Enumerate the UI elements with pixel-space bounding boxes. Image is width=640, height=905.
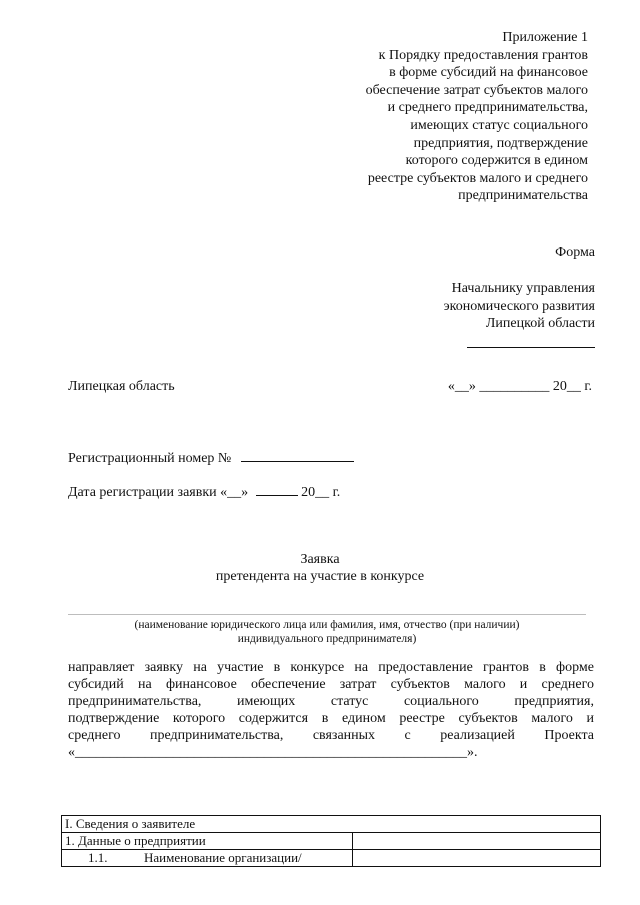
- body-word: в: [273, 660, 281, 675]
- body-word: среднего: [68, 728, 121, 743]
- body-word: субсидий: [68, 677, 124, 692]
- appendix-line: предпринимательства: [458, 188, 588, 204]
- body-word: заявку: [144, 660, 184, 675]
- registration-number-blank[interactable]: [241, 449, 354, 462]
- registration-date-row: [68, 483, 340, 501]
- body-word: Проекта: [544, 728, 594, 743]
- body-word: форме: [556, 660, 594, 675]
- body-word: конкурсе: [290, 660, 345, 675]
- body-word: подтверждение: [68, 711, 160, 726]
- body-line: [68, 659, 594, 676]
- body-word: среднего: [541, 677, 594, 692]
- body-word: грантов: [483, 660, 530, 675]
- applicant-name-blank[interactable]: [68, 614, 586, 615]
- title-subline: претендента на участие в конкурсе: [215, 569, 425, 584]
- body-word: на: [193, 660, 207, 675]
- field-label: Наименование организации/: [144, 850, 302, 865]
- appendix-line: и среднего предпринимательства,: [387, 100, 588, 116]
- value-cell[interactable]: [353, 833, 601, 850]
- body-word: статус: [330, 694, 369, 709]
- appendix-line: имеющих статус социального: [410, 117, 588, 133]
- body-word: и: [586, 711, 594, 726]
- appendix-line: предприятия, подтверждение: [413, 135, 588, 151]
- body-word: которого: [172, 711, 226, 726]
- body-line: [68, 693, 594, 710]
- body-word: связанных: [312, 728, 376, 743]
- title-line: Заявка: [300, 552, 340, 567]
- application-body: [68, 659, 594, 761]
- value-cell[interactable]: [353, 850, 601, 867]
- appendix-line: которого содержится в едином: [405, 153, 588, 169]
- field-number: 1.1.: [88, 850, 108, 865]
- body-word: реализацией: [440, 728, 515, 743]
- document-date-line: «__» __________ 20__ г.: [447, 379, 592, 394]
- body-word: реестре: [399, 711, 445, 726]
- appendix-line: обеспечение затрат субъектов малого: [365, 82, 588, 98]
- project-name-line[interactable]: «________________________________________________________».: [68, 745, 478, 760]
- body-word: и: [519, 677, 528, 692]
- body-word: финансовое: [165, 677, 237, 692]
- place-label: Липецкая область: [68, 379, 175, 394]
- body-word: предоставление: [378, 660, 473, 675]
- body-word: участие: [217, 660, 264, 675]
- registration-date-label: Дата регистрации заявки «__»: [68, 485, 249, 500]
- body-word: едином: [341, 711, 386, 726]
- body-line: [68, 676, 594, 693]
- body-word: малого: [531, 711, 573, 726]
- body-word: предпринимательства,: [68, 694, 202, 709]
- table-row: [62, 816, 601, 833]
- registration-number-row: [68, 449, 354, 467]
- body-word: субъектов: [390, 677, 450, 692]
- table-row: [62, 833, 601, 850]
- appendix-header: [288, 29, 588, 205]
- body-word: предприятия,: [514, 694, 594, 709]
- body-word: предпринимательства,: [149, 728, 284, 743]
- addressee-line: экономического развития: [443, 298, 595, 314]
- body-word: с: [404, 728, 411, 743]
- caption-line: индивидуального предпринимателя): [237, 633, 417, 645]
- body-word: направляет: [68, 660, 135, 675]
- appendix-line: в форме субсидий на финансовое: [389, 65, 588, 81]
- body-word: обеспечение: [251, 677, 326, 692]
- application-title: [0, 551, 640, 585]
- body-word: на: [138, 677, 152, 692]
- registration-number-label: Регистрационный номер №: [68, 451, 232, 466]
- field-label-cell: [62, 850, 353, 867]
- caption-line: (наименование юридического лица или фамилия, имя, отчество (при наличии): [134, 619, 520, 631]
- body-word: социального: [403, 694, 479, 709]
- body-line: [68, 710, 594, 727]
- applicant-info-table: [61, 815, 601, 867]
- body-word: субъектов: [458, 711, 518, 726]
- body-word: содержится: [238, 711, 309, 726]
- section-header-cell: I. Сведения о заявителе: [62, 816, 601, 833]
- body-word: малого: [464, 677, 506, 692]
- body-word: в: [321, 711, 329, 726]
- appendix-line: Приложение 1: [502, 30, 588, 45]
- appendix-line: реестре субъектов малого и среднего: [367, 170, 588, 186]
- body-line: [68, 727, 594, 744]
- addressee-line: Начальнику управления: [451, 281, 595, 296]
- applicant-name-caption: [68, 618, 586, 646]
- body-word: затрат: [339, 677, 377, 692]
- addressee-block: [355, 280, 595, 353]
- body-word: на: [354, 660, 369, 675]
- body-word: имеющих: [236, 694, 296, 709]
- body-word: в: [539, 660, 546, 675]
- registration-date-year: 20__ г.: [301, 485, 341, 500]
- registration-date-month-blank[interactable]: [256, 483, 298, 496]
- subsection-cell: 1. Данные о предприятии: [62, 833, 353, 850]
- addressee-name-blank[interactable]: [467, 333, 595, 348]
- form-label: Форма: [555, 245, 595, 260]
- table-row: [62, 850, 601, 867]
- appendix-line: к Порядку предоставления грантов: [378, 47, 588, 63]
- addressee-line: Липецкой области: [485, 316, 595, 331]
